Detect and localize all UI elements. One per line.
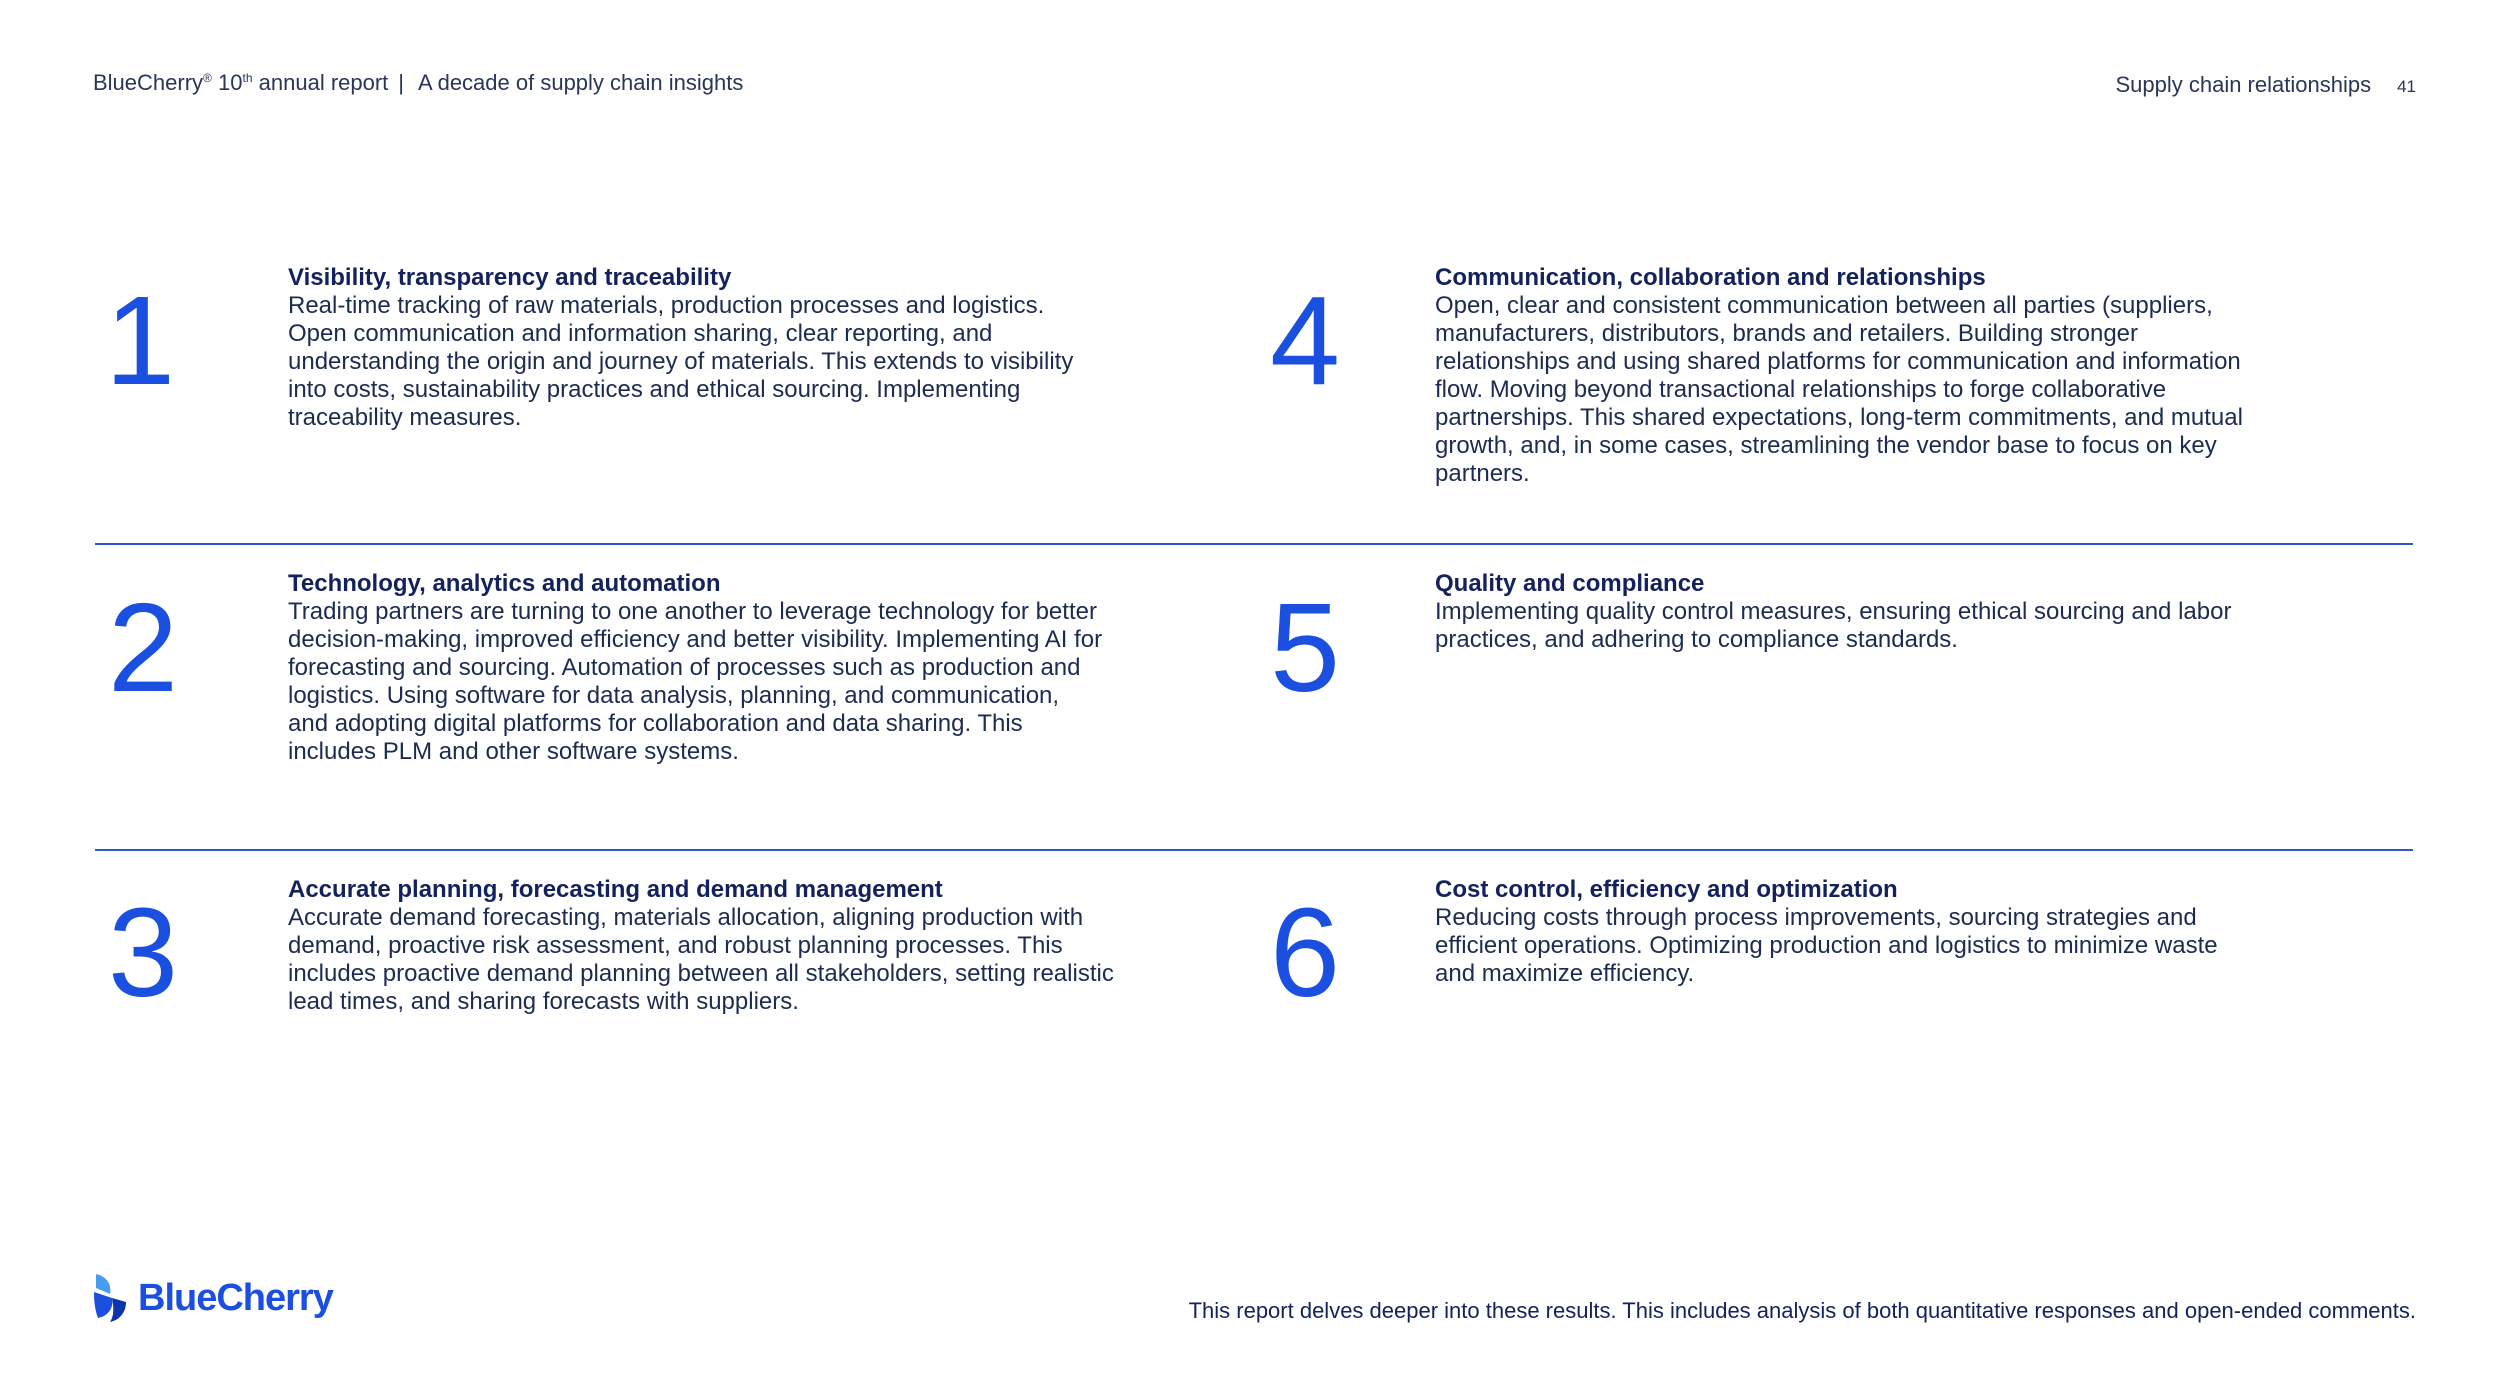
header-separator: | [398,70,405,95]
bluecherry-logo [92,1272,333,1324]
header-report: annual report [258,70,389,95]
page-number: 41 [2397,77,2416,96]
item-number: 5 [1270,577,1341,718]
header-brand: BlueCherry [93,70,204,95]
item-number: 2 [108,577,179,718]
item-number: 3 [108,882,179,1023]
section-title: Supply chain relationships [2115,72,2372,97]
item-text [288,876,1118,1016]
item-number: 6 [1270,882,1341,1023]
item-text [1435,264,2265,488]
item-title: Accurate planning, forecasting and demand management [288,876,943,903]
item-title: Cost control, efficiency and optimization [1435,876,1898,903]
item-body: Implementing quality control measures, ensuring ethical sourcing and labor practices, and adhering to compliance standards. [1435,598,2232,653]
item-text [288,570,1103,766]
item-title: Technology, analytics and automation [288,570,721,597]
item-text [1435,876,2245,988]
item-number: 1 [105,270,176,411]
item-body: Accurate demand forecasting, materials allocation, aligning production with demand, proactive risk assessment, and robust planning processes. This includes proactive demand planning between all stakeholders, setting realistic lead times, and sharing forecasts with suppliers. [288,904,1114,1015]
registered-mark: ® [203,71,212,85]
header-edition-suffix: th [242,71,253,85]
item-body: Reducing costs through process improvements, sourcing strategies and efficient operations. Optimizing production and logistics to minimize waste and maximize efficiency. [1435,904,2218,987]
item-title: Communication, collaboration and relationships [1435,264,1986,291]
item-text [1435,570,2235,654]
item-body: Open, clear and consistent communication between all parties (suppliers, manufacturers, distributors, brands and retailers. Building stronger relationships and using shared platforms for communication and information flow. Moving beyond transactional relationships to forge collaborative partnerships. This shared expectations, long-term commitments, and mutual growth, and, in some cases, streamlining the vendor base to focus on key partners. [1435,292,2243,487]
item-body: Real-time tracking of raw materials, production processes and logistics. Open communication and information sharing, clear reporting, and understanding the origin and journey of materials. This extends to visibility into costs, sustainability practices and ethical sourcing. Implementing traceability measures. [288,292,1074,431]
footer-note: This report delves deeper into these results. This includes analysis of both quantitative responses and open-ended comments. [1188,1298,2416,1323]
item-title: Quality and compliance [1435,570,1705,597]
item-title: Visibility, transparency and traceability [288,264,732,291]
report-header [93,70,743,96]
section-header [2115,72,2416,98]
header-subtitle: A decade of supply chain insights [418,70,744,95]
section-divider [95,543,2413,545]
item-body: Trading partners are turning to one another to leverage technology for better decision-making, improved efficiency and better visibility. Implementing AI for forecasting and sourcing. Automation of processes such as production and logistics. Using software for data analysis, planning, and communication, and adopting digital platforms for collaboration and data sharing. This includes PLM and other software systems. [288,598,1103,765]
section-divider [95,849,2413,851]
item-text [288,264,1108,432]
header-edition: 10 [218,70,243,95]
logo-wordmark: BlueCherry [138,1276,333,1319]
logo-mark-icon [92,1272,128,1324]
item-number: 4 [1270,270,1341,411]
